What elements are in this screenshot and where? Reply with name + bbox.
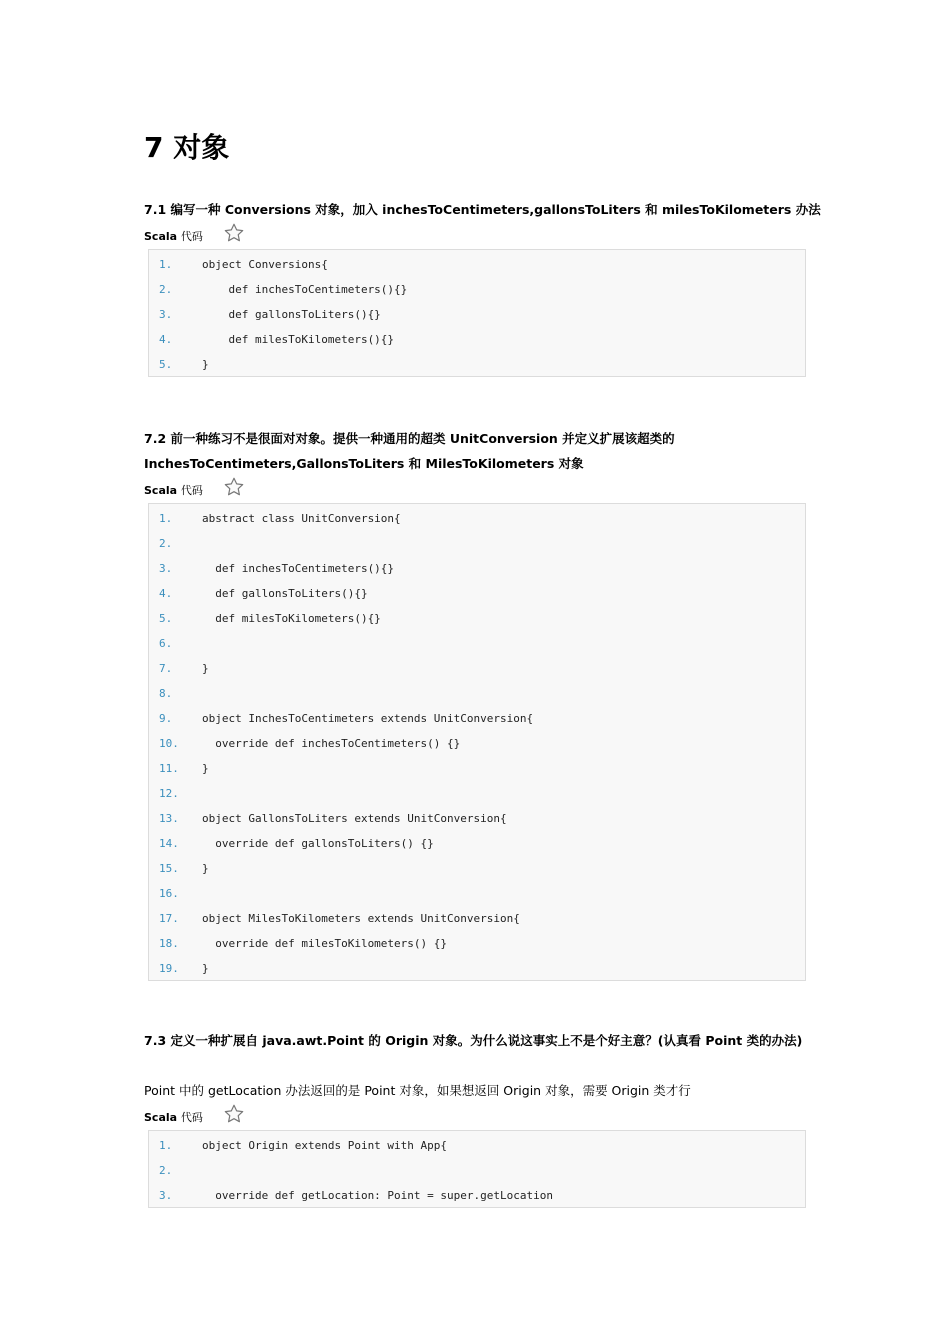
line-number: 8. (159, 687, 173, 700)
code-text: } (202, 662, 209, 675)
code-line (149, 880, 805, 905)
code-line (149, 705, 805, 730)
code-text: def milesToKilometers(){} (202, 333, 395, 346)
code-text: override def gallonsToLiters() {} (202, 837, 434, 850)
code-block-7-3 (148, 1130, 806, 1208)
line-number: 5. (159, 612, 173, 625)
code-text: } (202, 358, 209, 371)
line-number: 3. (159, 1189, 173, 1202)
code-language-label: Scala 代码 (144, 484, 203, 497)
line-number: 19. (159, 962, 179, 975)
line-number: 10. (159, 737, 179, 750)
line-number: 7. (159, 662, 173, 675)
answer-text-7-3: Point 中的 getLocation 办法返回的是 Point 对象，如果想返回 Origin 对象，需要 Origin 类才行 (144, 1083, 691, 1098)
line-number: 2. (159, 1164, 173, 1177)
code-line (149, 1132, 805, 1157)
code-line (149, 855, 805, 880)
code-line (149, 780, 805, 805)
line-number: 18. (159, 937, 179, 950)
code-line (149, 251, 805, 276)
code-text: } (202, 962, 209, 975)
star-outline-icon[interactable] (223, 1103, 245, 1125)
line-number: 1. (159, 1139, 173, 1152)
line-number: 12. (159, 787, 179, 800)
line-number: 1. (159, 258, 173, 271)
code-block-7-2 (148, 503, 806, 981)
code-text: object Origin extends Point with App{ (202, 1139, 448, 1152)
code-text: def inchesToCentimeters(){} (202, 283, 408, 296)
line-number: 14. (159, 837, 179, 850)
code-text: def gallonsToLiters(){} (202, 587, 368, 600)
code-block-7-1 (148, 249, 806, 377)
code-text: } (202, 862, 209, 875)
line-number: 16. (159, 887, 179, 900)
line-number: 4. (159, 333, 173, 346)
star-outline-icon[interactable] (223, 222, 245, 244)
code-line (149, 655, 805, 680)
code-text: def gallonsToLiters(){} (202, 308, 381, 321)
code-header-7-1 (144, 222, 245, 244)
question-7-2-line-2: InchesToCentimeters,GallonsToLiters 和 MilesToKilometers 对象 (144, 456, 584, 471)
line-number: 4. (159, 587, 173, 600)
code-language-label: Scala 代码 (144, 1111, 203, 1124)
code-line (149, 326, 805, 351)
code-line (149, 1157, 805, 1182)
code-text: } (202, 762, 209, 775)
code-text: def inchesToCentimeters(){} (202, 562, 395, 575)
code-line (149, 930, 805, 955)
question-7-3: 7.3 定义一种扩展自 java.awt.Point 的 Origin 对象。为什么说这事实上不是个好主意？(认真看 Point 类的办法) (144, 1033, 803, 1048)
code-line (149, 805, 805, 830)
line-number: 17. (159, 912, 179, 925)
code-language-label: Scala 代码 (144, 230, 203, 243)
code-text: object MilesToKilometers extends UnitConversion{ (202, 912, 520, 925)
code-line (149, 630, 805, 655)
question-7-1: 7.1 编写一种 Conversions 对象，加入 inchesToCentimeters,gallonsToLiters 和 milesToKilometers 办法 (144, 202, 821, 217)
code-line (149, 505, 805, 530)
code-line (149, 1182, 805, 1207)
code-line (149, 530, 805, 555)
code-text: def milesToKilometers(){} (202, 612, 381, 625)
code-header-7-3 (144, 1103, 245, 1125)
line-number: 2. (159, 283, 173, 296)
line-number: 6. (159, 637, 173, 650)
line-number: 15. (159, 862, 179, 875)
code-text: object InchesToCentimeters extends UnitConversion{ (202, 712, 534, 725)
chapter-title: 7 对象 (144, 131, 230, 164)
code-text: object GallonsToLiters extends UnitConversion{ (202, 812, 507, 825)
code-line (149, 301, 805, 326)
star-outline-icon[interactable] (223, 476, 245, 498)
code-line (149, 351, 805, 376)
code-line (149, 830, 805, 855)
code-line (149, 580, 805, 605)
code-text: override def inchesToCentimeters() {} (202, 737, 461, 750)
code-line (149, 680, 805, 705)
line-number: 2. (159, 537, 173, 550)
code-text: abstract class UnitConversion{ (202, 512, 401, 525)
code-line (149, 730, 805, 755)
question-7-2-line-1: 7.2 前一种练习不是很面对对象。提供一种通用的超类 UnitConversion 并定义扩展该超类的 (144, 431, 675, 446)
code-line (149, 905, 805, 930)
code-text: override def milesToKilometers() {} (202, 937, 448, 950)
code-text: object Conversions{ (202, 258, 328, 271)
code-line (149, 955, 805, 980)
line-number: 3. (159, 308, 173, 321)
line-number: 3. (159, 562, 173, 575)
line-number: 13. (159, 812, 179, 825)
line-number: 5. (159, 358, 173, 371)
code-header-7-2 (144, 476, 245, 498)
line-number: 1. (159, 512, 173, 525)
line-number: 11. (159, 762, 179, 775)
code-line (149, 755, 805, 780)
line-number: 9. (159, 712, 173, 725)
code-line (149, 605, 805, 630)
code-text: override def getLocation: Point = super.getLocation (202, 1189, 553, 1202)
code-line (149, 276, 805, 301)
code-line (149, 555, 805, 580)
